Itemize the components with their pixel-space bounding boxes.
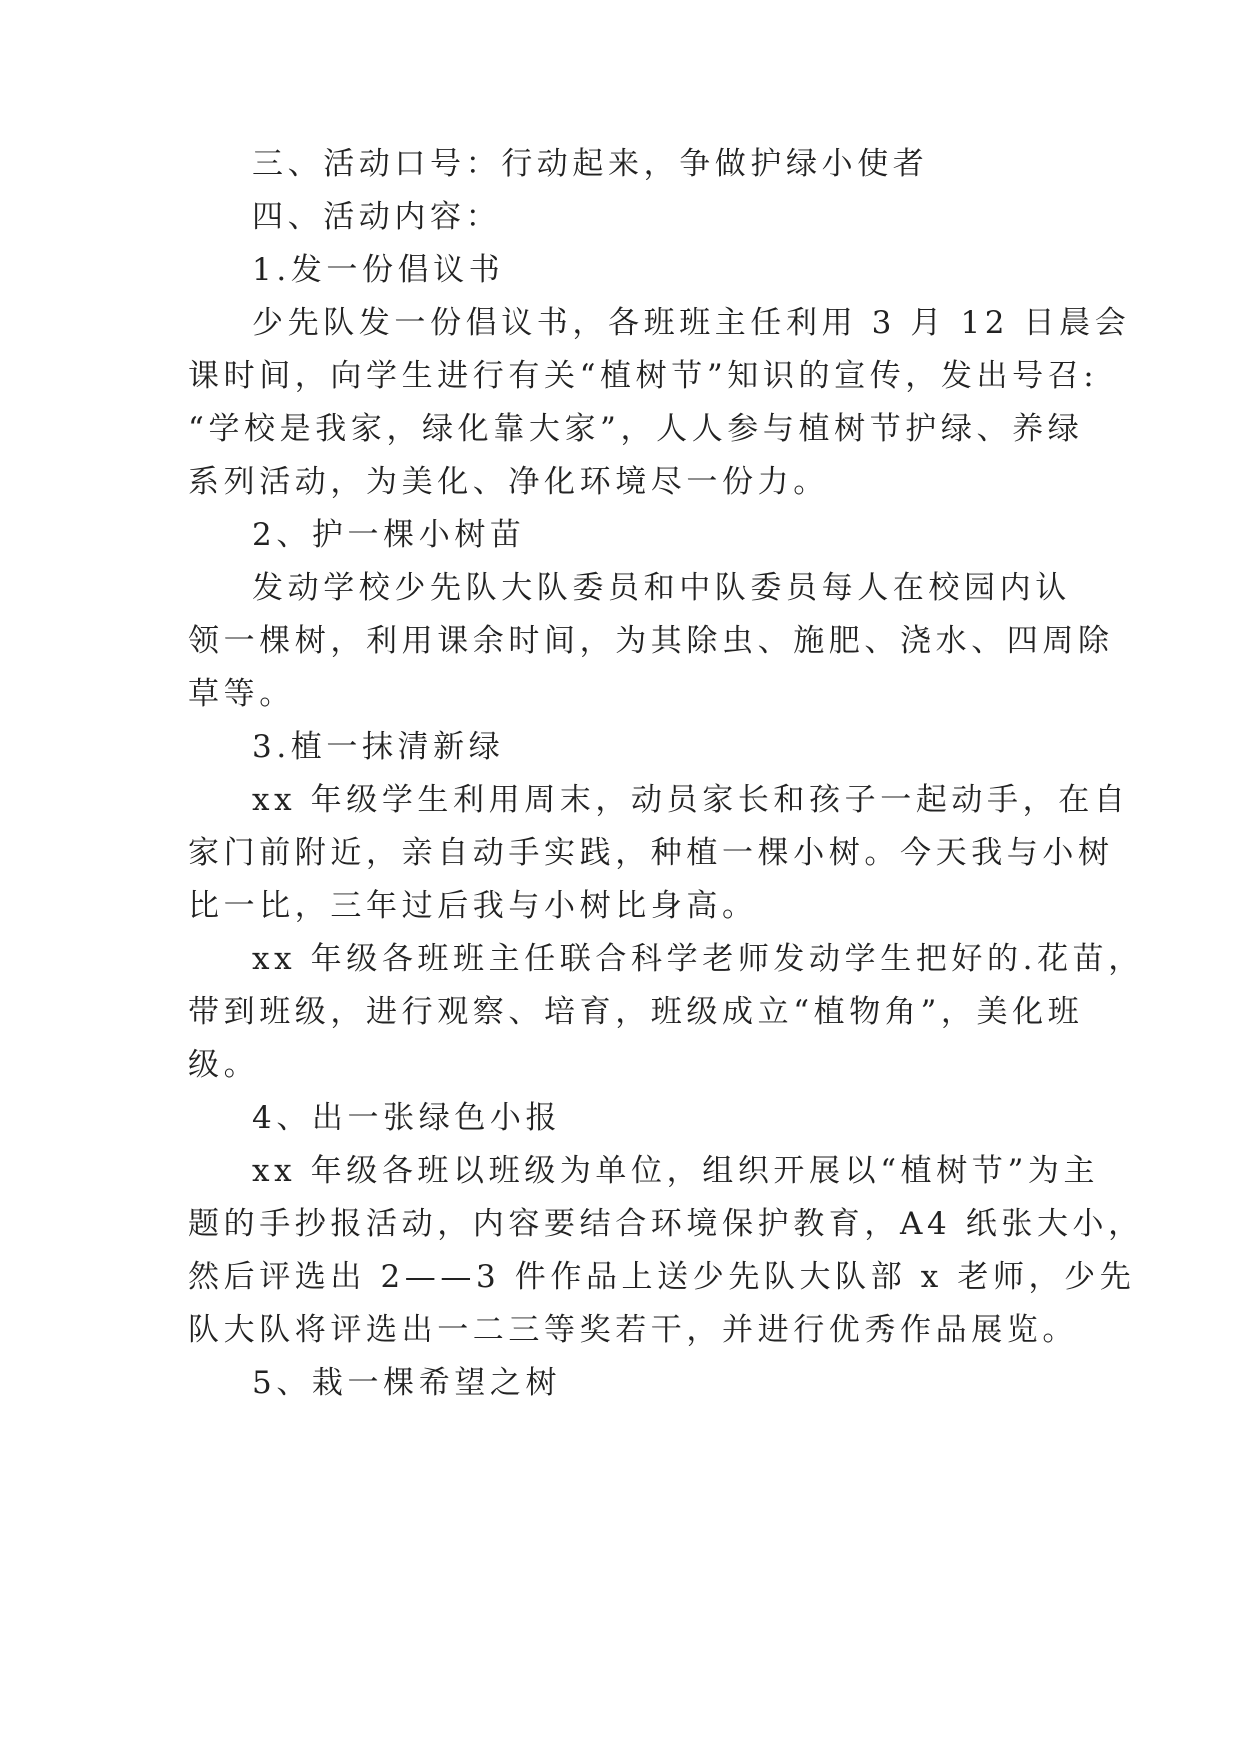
item-3-paragraph-line: 带到班级，进行观察、培育，班级成立“植物角”，美化班 [188,994,1084,1030]
section-four-heading: 四、活动内容： [252,199,502,235]
item-2-paragraph-line: 发动学校少先队大队委员和中队委员每人在校园内认 [252,570,1071,606]
item-2-heading: 2、护一棵小树苗 [252,517,526,553]
item-4-paragraph-line: 题的手抄报活动，内容要结合环境保护教育，A4 纸张大小， [188,1206,1144,1242]
item-1-paragraph-line: “学校是我家，绿化靠大家”，人人参与植树节护绿、养绿 [188,411,1084,447]
item-1-paragraph-line: 课时间，向学生进行有关“植树节”知识的宣传，发出号召: [188,358,1099,394]
item-3-paragraph-line: xx 年级学生利用周末，动员家长和孩子一起动手，在自 [252,782,1130,818]
item-4-paragraph-line: 然后评选出 2——3 件作品上送少先队大队部 x 老师，少先 [188,1259,1136,1295]
item-4-paragraph-line: 队大队将评选出一二三等奖若干，并进行优秀作品展览。 [188,1312,1078,1348]
item-3-paragraph-line: 级。 [188,1047,260,1083]
item-1-paragraph-line: 少先队发一份倡议书，各班班主任利用 3 月 12 日晨会 [252,305,1131,341]
item-3-heading: 3.植一抹清新绿 [252,729,505,765]
item-1-heading: 1.发一份倡议书 [252,252,505,288]
item-3-paragraph-line: 比一比，三年过后我与小树比身高。 [188,888,758,924]
section-three-slogan: 三、活动口号：行动起来，争做护绿小使者 [252,146,929,182]
item-3-paragraph-line: xx 年级各班班主任联合科学老师发动学生把好的.花苗， [252,941,1144,977]
item-4-paragraph-line: xx 年级各班以班级为单位，组织开展以“植树节”为主 [252,1153,1100,1189]
item-2-paragraph-line: 草等。 [188,676,295,712]
item-3-paragraph-line: 家门前附近，亲自动手实践，种植一棵小树。今天我与小树 [188,835,1114,871]
item-4-heading: 4、出一张绿色小报 [252,1100,562,1136]
item-1-paragraph-line: 系列活动，为美化、净化环境尽一份力。 [188,464,829,500]
item-5-heading: 5、栽一棵希望之树 [252,1365,562,1401]
item-2-paragraph-line: 领一棵树，利用课余时间，为其除虫、施肥、浇水、四周除 [188,623,1114,659]
